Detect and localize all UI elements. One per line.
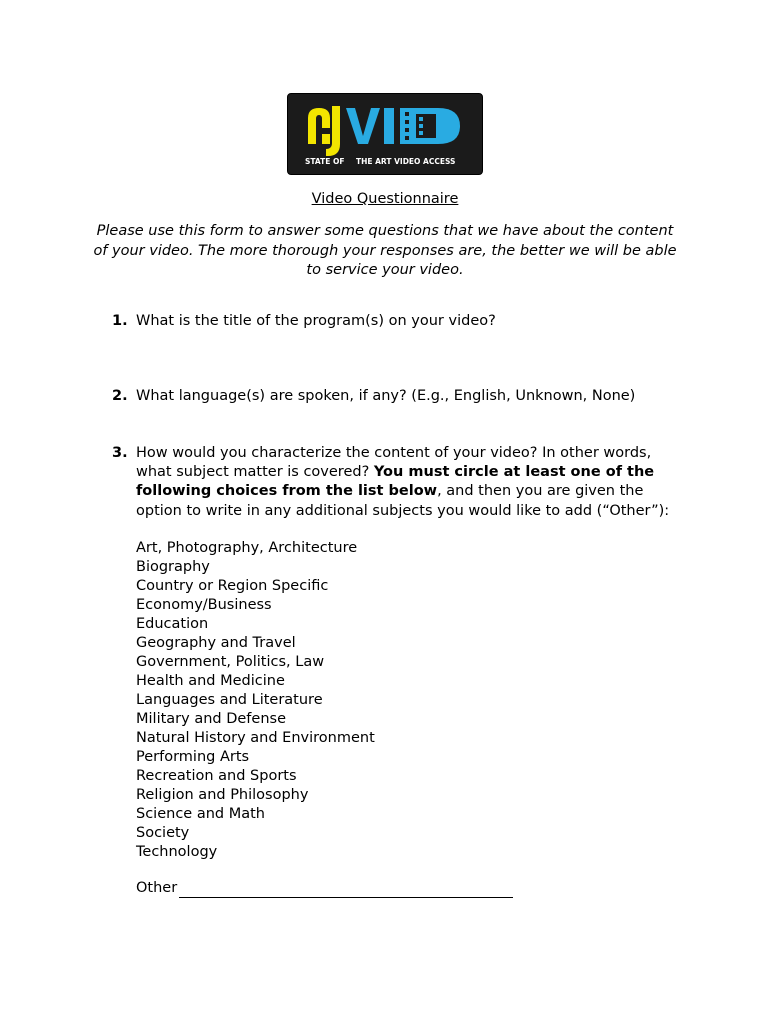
page-title: Video Questionnaire bbox=[311, 191, 459, 207]
subject-item[interactable]: Biography bbox=[136, 559, 210, 575]
subject-item[interactable]: Religion and Philosophy bbox=[136, 787, 309, 803]
question-text-part: How would you characterize the content of your video? In other words, what subject matter is covered? bbox=[136, 445, 652, 481]
subject-item[interactable]: Art, Photography, Architecture bbox=[136, 540, 358, 556]
subject-item[interactable]: Recreation and Sports bbox=[136, 768, 297, 784]
intro-text: Please use this form to answer some questions that we have about the content of your video. The more thorough your responses are, the better we will be able to service your video. bbox=[93, 223, 677, 278]
subject-item[interactable]: Natural History and Environment bbox=[136, 730, 375, 746]
logo-tagline-left: STATE OF bbox=[305, 157, 345, 166]
subject-item[interactable]: Technology bbox=[136, 844, 218, 860]
subject-item[interactable]: Health and Medicine bbox=[136, 673, 285, 689]
subject-item[interactable]: Performing Arts bbox=[136, 749, 250, 765]
logo-tagline-right: THE ART VIDEO ACCESS bbox=[356, 157, 456, 166]
subject-item[interactable]: Military and Defense bbox=[136, 711, 286, 727]
question-number: 3. bbox=[112, 445, 128, 461]
subject-item[interactable]: Geography and Travel bbox=[136, 635, 296, 651]
question-text-part: , and then you are given the option to write in any additional subjects you would like to add (“Other”): bbox=[136, 483, 670, 519]
subject-list bbox=[136, 539, 375, 862]
subject-item[interactable]: Education bbox=[136, 616, 209, 632]
question-text: What language(s) are spoken, if any? (E.g., English, Unknown, None) bbox=[136, 388, 636, 404]
other-write-in-line[interactable] bbox=[179, 897, 513, 898]
subject-item[interactable]: Government, Politics, Law bbox=[136, 654, 325, 670]
question-text bbox=[136, 444, 686, 521]
other-label: Other bbox=[136, 880, 178, 896]
subject-item[interactable]: Economy/Business bbox=[136, 597, 272, 613]
subject-item[interactable]: Country or Region Specific bbox=[136, 578, 329, 594]
question-text: What is the title of the program(s) on your video? bbox=[136, 313, 496, 329]
subject-item[interactable]: Science and Math bbox=[136, 806, 265, 822]
subject-item[interactable]: Society bbox=[136, 825, 190, 841]
njvid-logo bbox=[287, 93, 483, 175]
question-instruction-bold: You must circle at least one of the following choices from the list below bbox=[136, 464, 655, 500]
subject-item[interactable]: Languages and Literature bbox=[136, 692, 323, 708]
question-number: 1. bbox=[112, 313, 128, 329]
question-number: 2. bbox=[112, 388, 128, 404]
